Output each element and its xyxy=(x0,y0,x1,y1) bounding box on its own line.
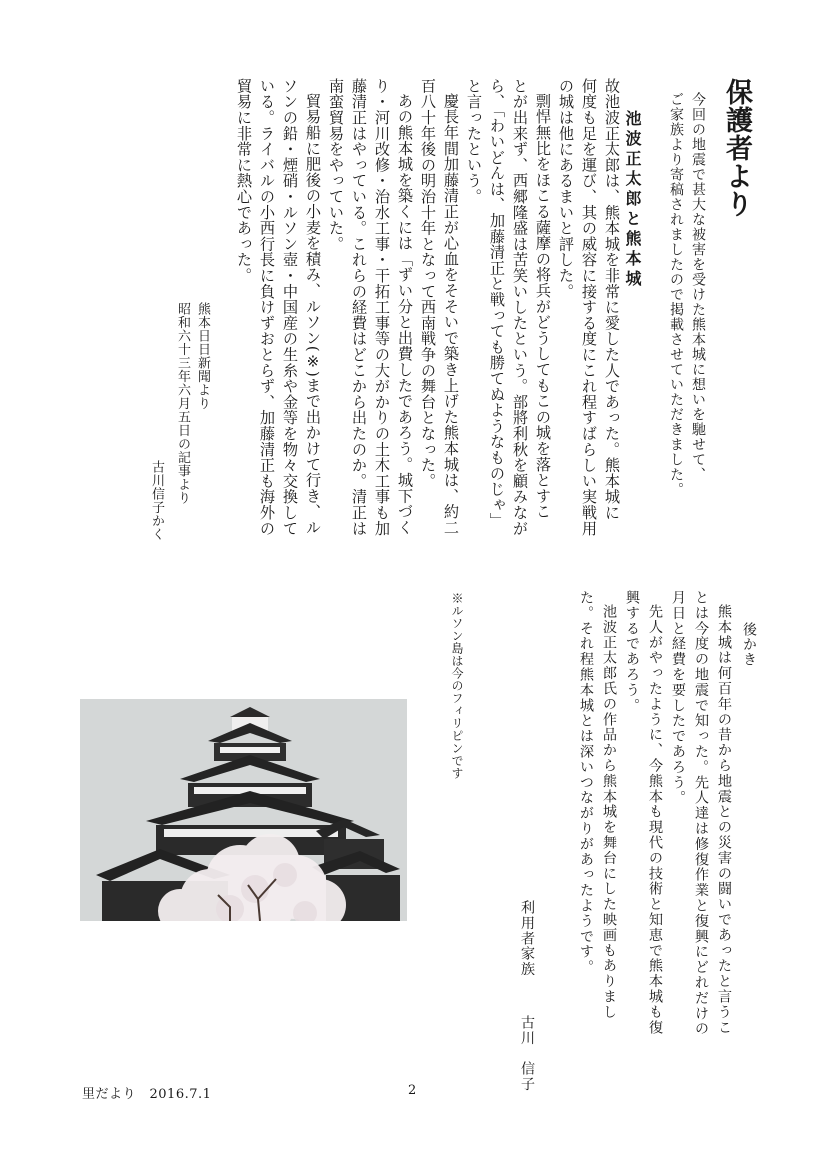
source-author: 古川信子かく xyxy=(149,460,164,541)
intro-line-2: ご家族より寄稿されましたので掲載させていただきました。 xyxy=(668,92,684,497)
article-line: の城は他にあるまいと評した。 xyxy=(557,78,575,300)
article-line: あの熊本城を築くには「ずい分と出費したであろう。城下づく xyxy=(396,93,414,536)
castle-photo xyxy=(80,699,407,921)
afterword-line: 先人がやったように、今熊本も現代の技術と知恵で熊本城も復 xyxy=(647,604,663,1036)
article-line: 剽悍無比をほこる薩摩の将兵がどうしてもこの城を落とすこ xyxy=(534,93,552,520)
article-line: ら、「わいどんは、加藤清正と戦っても勝てぬようなものじゃ」 xyxy=(488,78,506,529)
afterword-line: た。それ程熊本城とは深いつながりがあったようです。 xyxy=(578,590,594,975)
castle-illustration xyxy=(80,699,407,921)
article-line: 藤清正はやっている。これらの経費はどこから出たのか。清正は xyxy=(350,78,368,537)
footer-publication: 里だより 2016.7.1 xyxy=(82,1087,212,1102)
article-line: 貿易船に肥後の小麦を積み、ルソン(※)まで出かけて行き、ル xyxy=(304,93,322,536)
article-line: 百八十年後の明治十年となって西南戦争の舞台となった。 xyxy=(419,78,437,489)
source-newspaper: 熊本日日新聞より xyxy=(195,302,210,410)
article-line: 故池波正太郎は、熊本城を非常に愛した人であった。熊本城に xyxy=(603,78,621,521)
page-number: 2 xyxy=(408,1083,417,1098)
article-line: と言ったという。 xyxy=(465,78,483,205)
article-line: ソンの鉛・煙硝・ルソン壺・中国産の生糸や金等を物々交換して xyxy=(281,78,299,537)
footnote: ※ルソン島は今のフィリピンです xyxy=(450,592,464,780)
article-line: 慶長年間加藤清正が心血をそそいで築き上げた熊本城は、約二 xyxy=(442,93,460,536)
afterword-signature-name: 古川 信子 xyxy=(519,1015,535,1092)
afterword-heading: 後かき xyxy=(741,622,757,668)
page-title: 保護者より xyxy=(721,78,752,218)
article-subtitle: 池波正太郎と熊本城 xyxy=(623,110,642,290)
article-line: り・河川改修・治水工事・干拓工事等の大がかりの土木工事も加 xyxy=(373,78,391,537)
intro-line-1: 今回の地震で甚大な被害を受けた熊本城に想いを馳せて、 xyxy=(690,92,706,482)
article-line: いる。ライバルの小西行長に負けずおとらず、加藤清正も海外の xyxy=(258,78,276,537)
article-line: 貿易に非常に熱心であった。 xyxy=(235,78,253,284)
article-line: 南蛮貿易をやっていた。 xyxy=(327,78,345,252)
afterword-line: 月日と経費を要したであろう。 xyxy=(670,590,686,806)
afterword-line: とは今度の地震で知った。先人達は修復作業と復興にどれだけの xyxy=(693,590,709,1037)
afterword-line: 興するであろう。 xyxy=(624,590,640,714)
article-line: 何度も足を運び、其の威容に接する度にこれ程すばらしい実戦用 xyxy=(580,78,598,537)
afterword-signature-label: 利用者家族 xyxy=(519,900,535,977)
article-line: とが出来ず、西郷隆盛は苦笑いしたという。部將利秋を顧みなが xyxy=(511,78,529,537)
afterword-line: 池波正太郎氏の作品から熊本城を舞台にした映画もありまし xyxy=(601,604,617,1020)
source-date: 昭和六十三年六月五日の記事より xyxy=(175,302,190,505)
afterword-line: 熊本城は何百年の昔から地震との災害の闘いであったと言うこ xyxy=(716,604,732,1036)
